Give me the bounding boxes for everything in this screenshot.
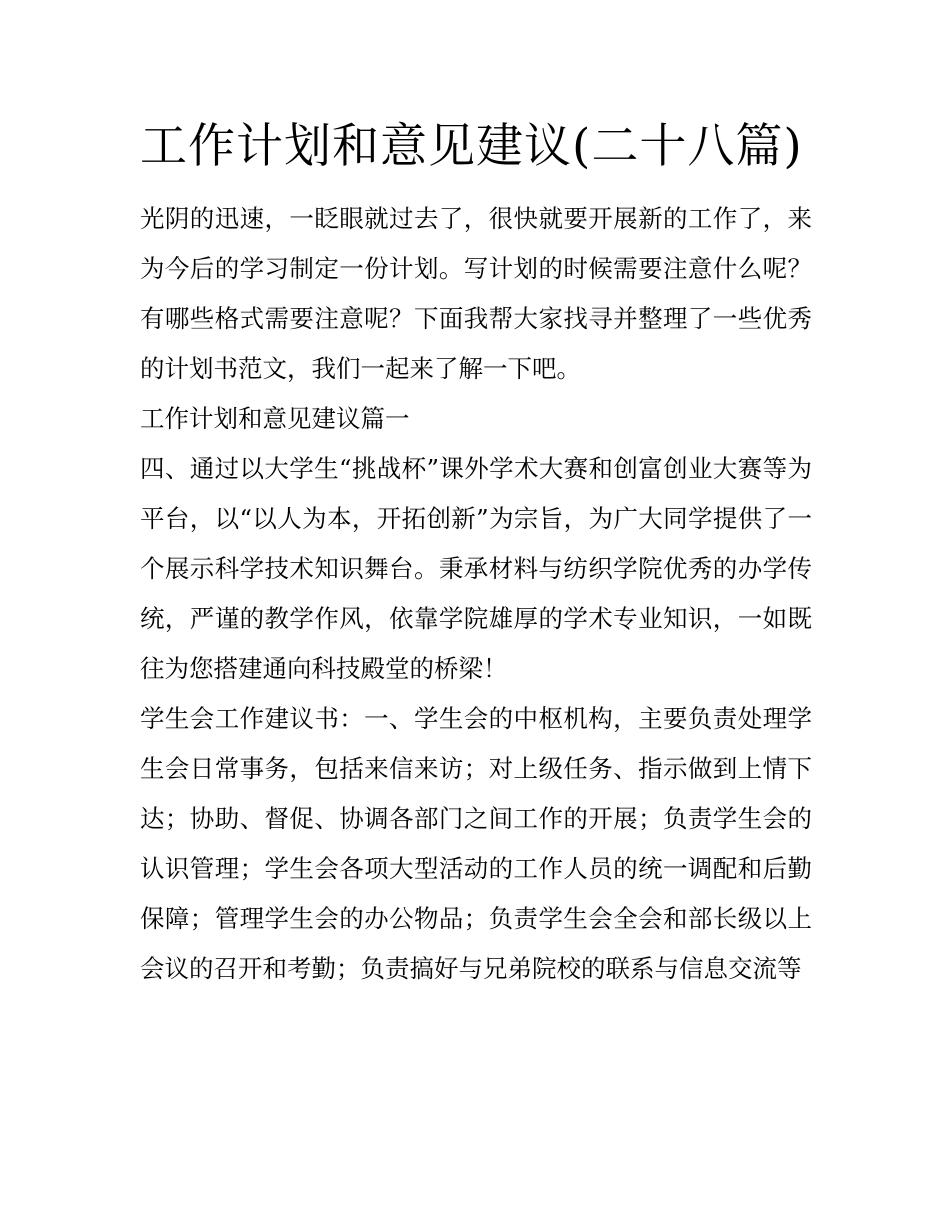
document-title: 工作计划和意见建议(二十八篇) [140,119,803,174]
document-page [140,112,812,994]
body-paragraph-1: 四、通过以大学生“挑战杯”课外学术大赛和创富创业大赛等为平台，以“以人为本，开拓创新”为宗旨，为广大同学提供了一个展示科学技术知识舞台。秉承材料与纺织学院优秀的办学传统，严谨的教学作风，依靠学院雄厚的学术专业知识，一如既往为您搭建通向科技殿堂的桥梁！ [140,454,812,683]
section-heading: 工作计划和意见建议篇一 [140,404,410,433]
body-paragraph-2: 学生会工作建议书：一、学生会的中枢机构，主要负责处理学生会日常事务，包括来信来访；对上级任务、指示做到上情下达；协助、督促、协调各部门之间工作的开展；负责学生会的认识管理；学生会各项大型活动的工作人员的统一调配和后勤保障；管理学生会的办公物品；负责学生会全会和部长级以上会议的召开和考勤；负责搞好与兄弟院校的联系与信息交流等 [140,704,812,983]
intro-paragraph: 光阴的迅速，一眨眼就过去了，很快就要开展新的工作了，来为今后的学习制定一份计划。写计划的时候需要注意什么呢？有哪些格式需要注意呢？下面我帮大家找寻并整理了一些优秀的计划书范文，我们一起来了解一下吧。 [140,204,812,383]
